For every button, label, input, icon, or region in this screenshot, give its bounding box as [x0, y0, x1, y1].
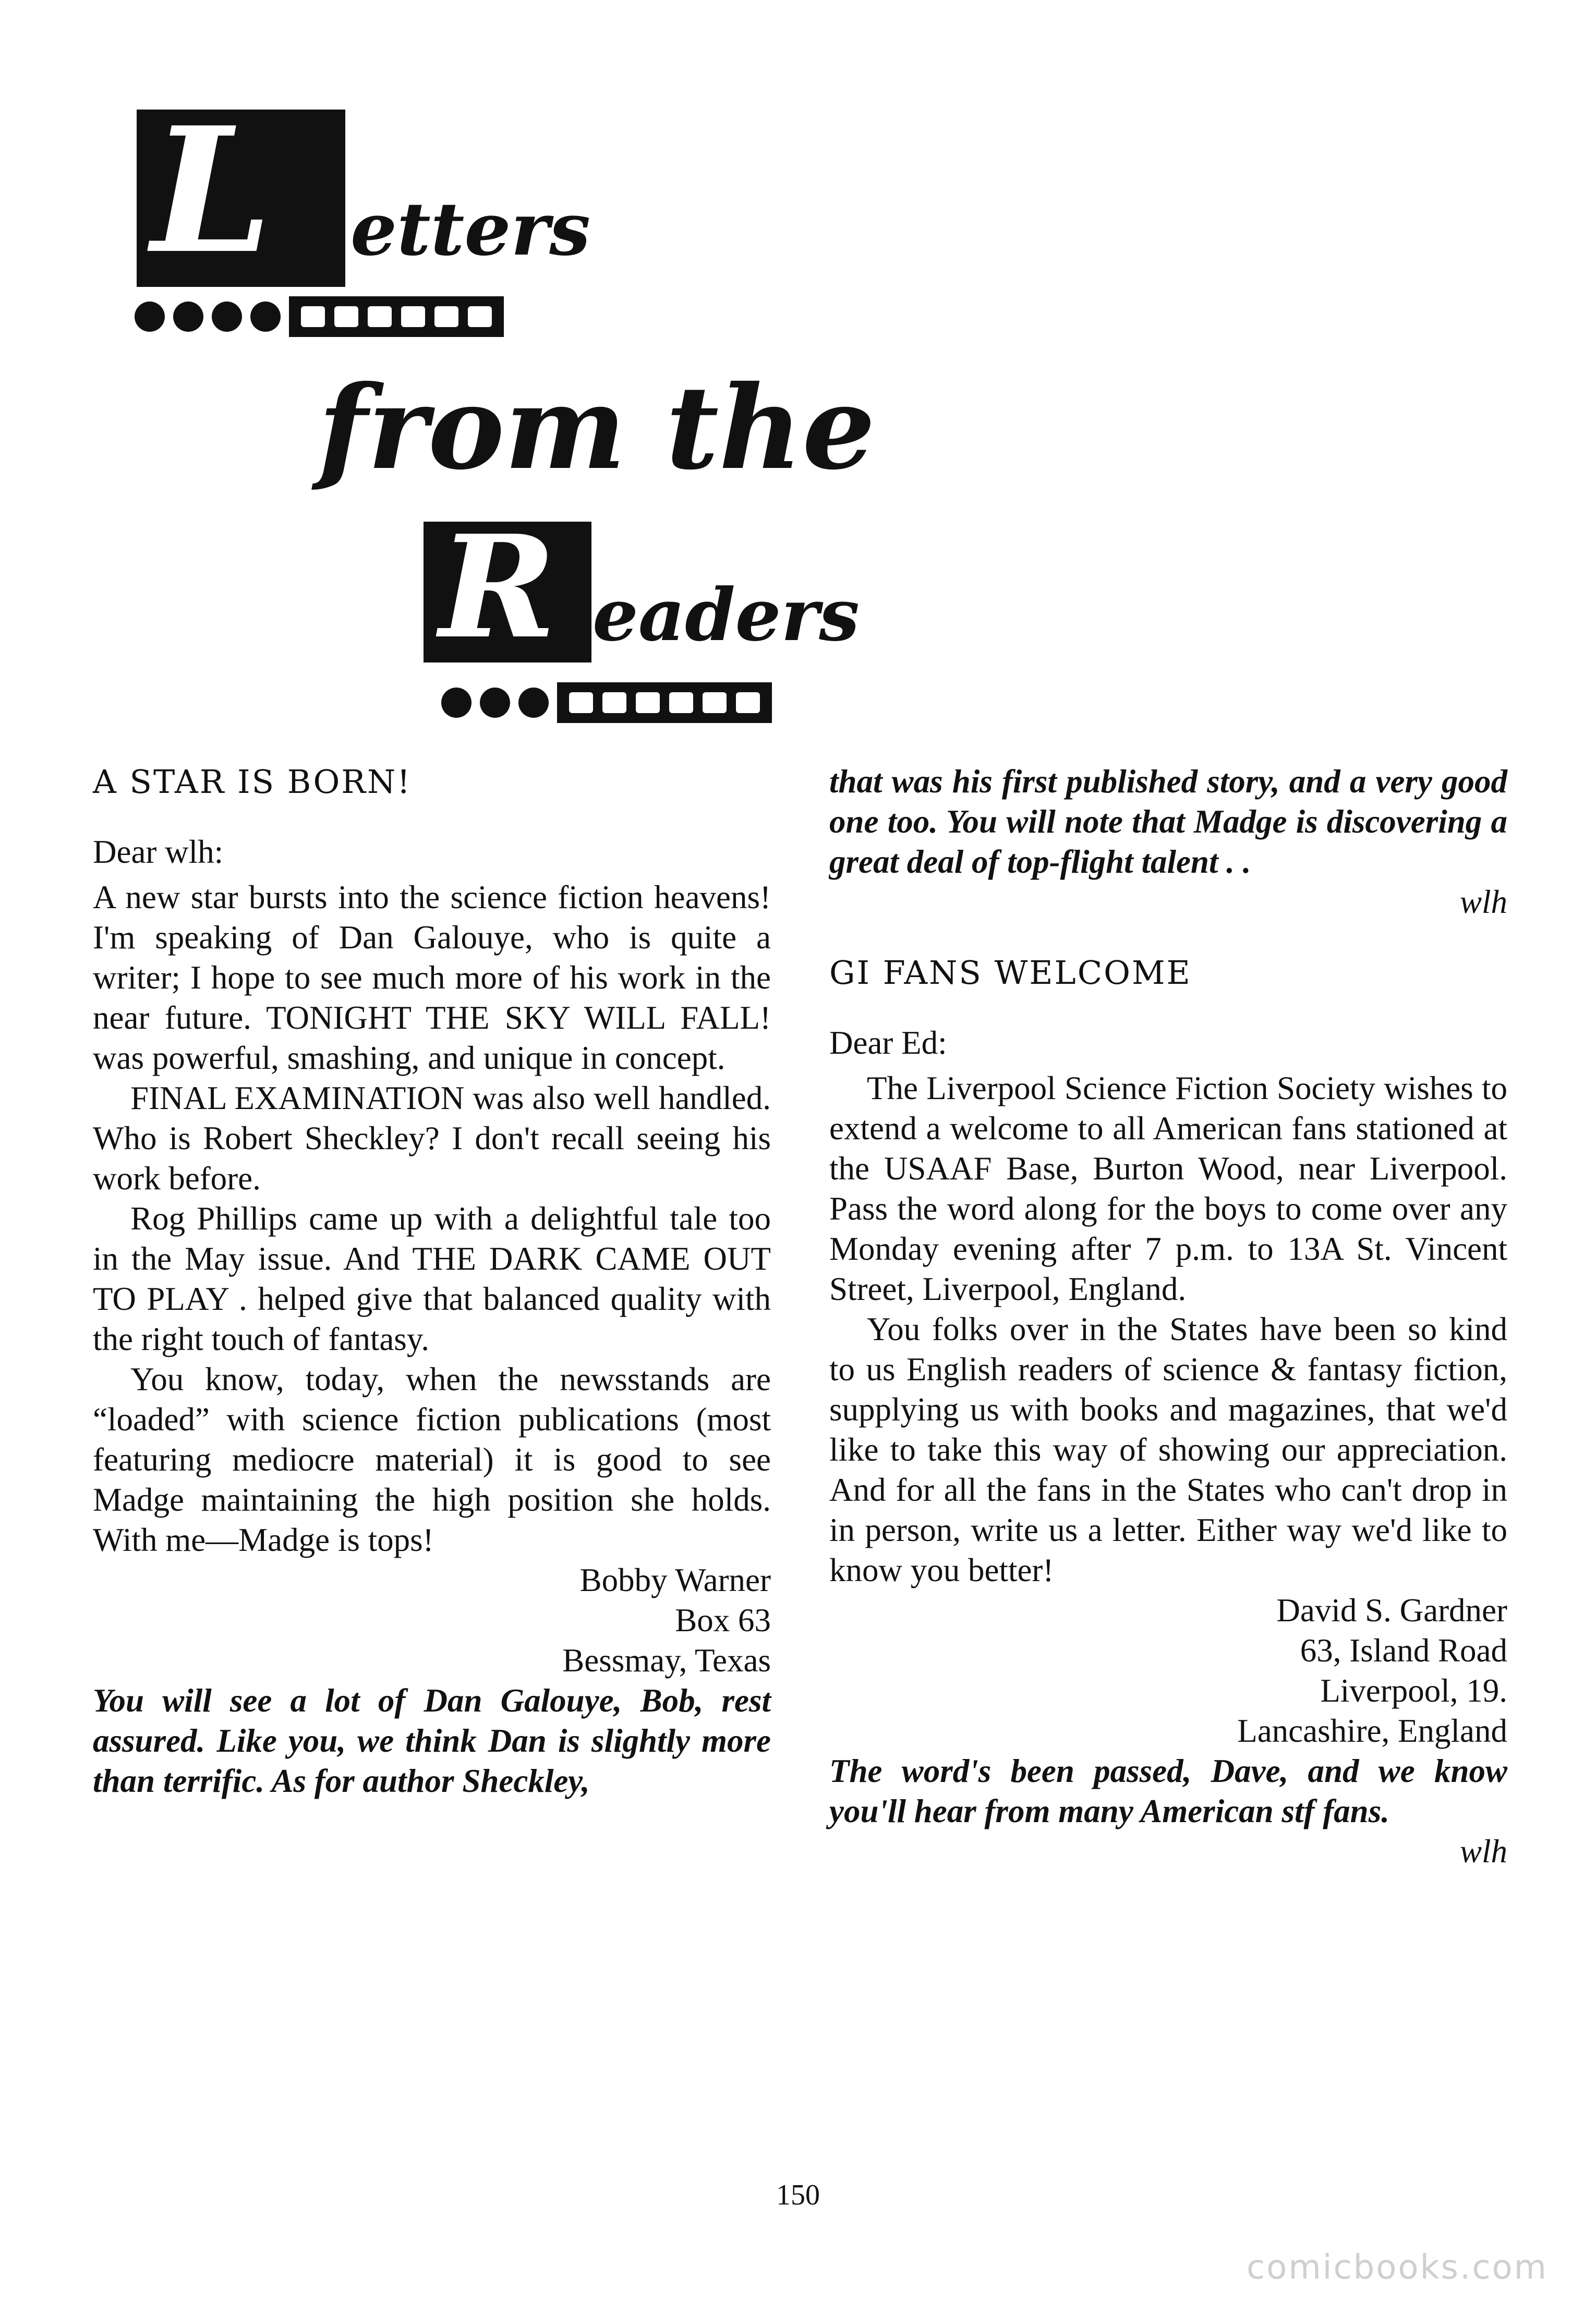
letter-signature-city: Bessmay, Texas [562, 1642, 771, 1679]
letter-paragraph: The Liverpool Science Fiction Society wishes to extend a welcome to all American fans stationed at the USAAF Base, Burton Wood, near Liverpool. Pass the word along for the boys to come over any Monday evening after 7 p.m. to 13A St. Vincent Street, Liverpool, England. [829, 1070, 1507, 1307]
title-words-from-the: from the [318, 360, 876, 495]
letter-signature-name: David S. Gardner [1276, 1592, 1507, 1629]
watermark: comicbooks.com [1246, 2248, 1548, 2287]
editor-reply: The word's been passed, Dave, and we know you'll hear from many American stf fans. [829, 1753, 1507, 1829]
page-number: 150 [776, 2179, 820, 2211]
letter-paragraph: You know, today, when the newsstands are “loaded” with science fiction publications (most featuring mediocre material) it is good to see Madge maintaining the high position she holds. With me—Madge is tops! [93, 1361, 771, 1558]
title-dot-rule-2 [441, 682, 772, 723]
letter-paragraph: FINAL EXAMINATION was also well handled. Who is Robert Sheckley? I don't recall seeing his work before. [93, 1080, 771, 1197]
letter-signature-region: Lancashire, England [1237, 1713, 1507, 1749]
title-dot-rule-1 [135, 296, 504, 337]
title-word-letters: etters [350, 187, 591, 272]
editor-reply-continued: that was his first published story, and a very good one too. You will note that Madge is discovering a great deal of top-flight talent . . [829, 763, 1507, 880]
letter-signature-name: Bobby Warner [579, 1562, 771, 1598]
letter-heading: GI FANS WELCOME [829, 954, 1192, 992]
letter-signature-address: 63, Island Road [1300, 1632, 1507, 1669]
letter-column-right [829, 762, 1507, 1872]
letter-signature-address: Box 63 [675, 1602, 771, 1639]
letter-salutation: Dear wlh: [93, 834, 224, 870]
letter-salutation: Dear Ed: [829, 1025, 947, 1061]
letter-paragraph: Rog Phillips came up with a delightful tale too in the May issue. And THE DARK CAME OUT TO PLAY . helped give that balanced quality with the right touch of fantasy. [93, 1200, 771, 1357]
title-initial-l: L [151, 89, 273, 292]
title-initial-r: R [439, 504, 557, 670]
editor-signature: wlh [1459, 884, 1507, 920]
letter-heading: A STAR IS BORN! [93, 763, 412, 801]
letter-paragraph: A new star bursts into the science fiction heavens! I'm speaking of Dan Galouye, who is quite a writer; I hope to see much more of his work in the near future. TONIGHT THE SKY WILL FALL! was powerful, smashing, and unique in concept. [93, 879, 771, 1076]
editor-reply: You will see a lot of Dan Galouye, Bob, rest assured. Like you, we think Dan is slightly more than terrific. As for author Sheckley, [93, 1682, 771, 1799]
letter-signature-city: Liverpool, 19. [1320, 1672, 1507, 1709]
editor-signature: wlh [1459, 1833, 1507, 1870]
letter-paragraph: You folks over in the States have been so kind to us English readers of science & fantasy fiction, supplying us with books and magazines, that we'd like to take this way of showing our appreciation. And for all the fans in the States who can't drop in in person, write us a letter. Either way we'd like to know you better! [829, 1311, 1507, 1588]
letter-column-left [93, 762, 771, 1801]
title-word-readers: eaders [593, 572, 860, 657]
